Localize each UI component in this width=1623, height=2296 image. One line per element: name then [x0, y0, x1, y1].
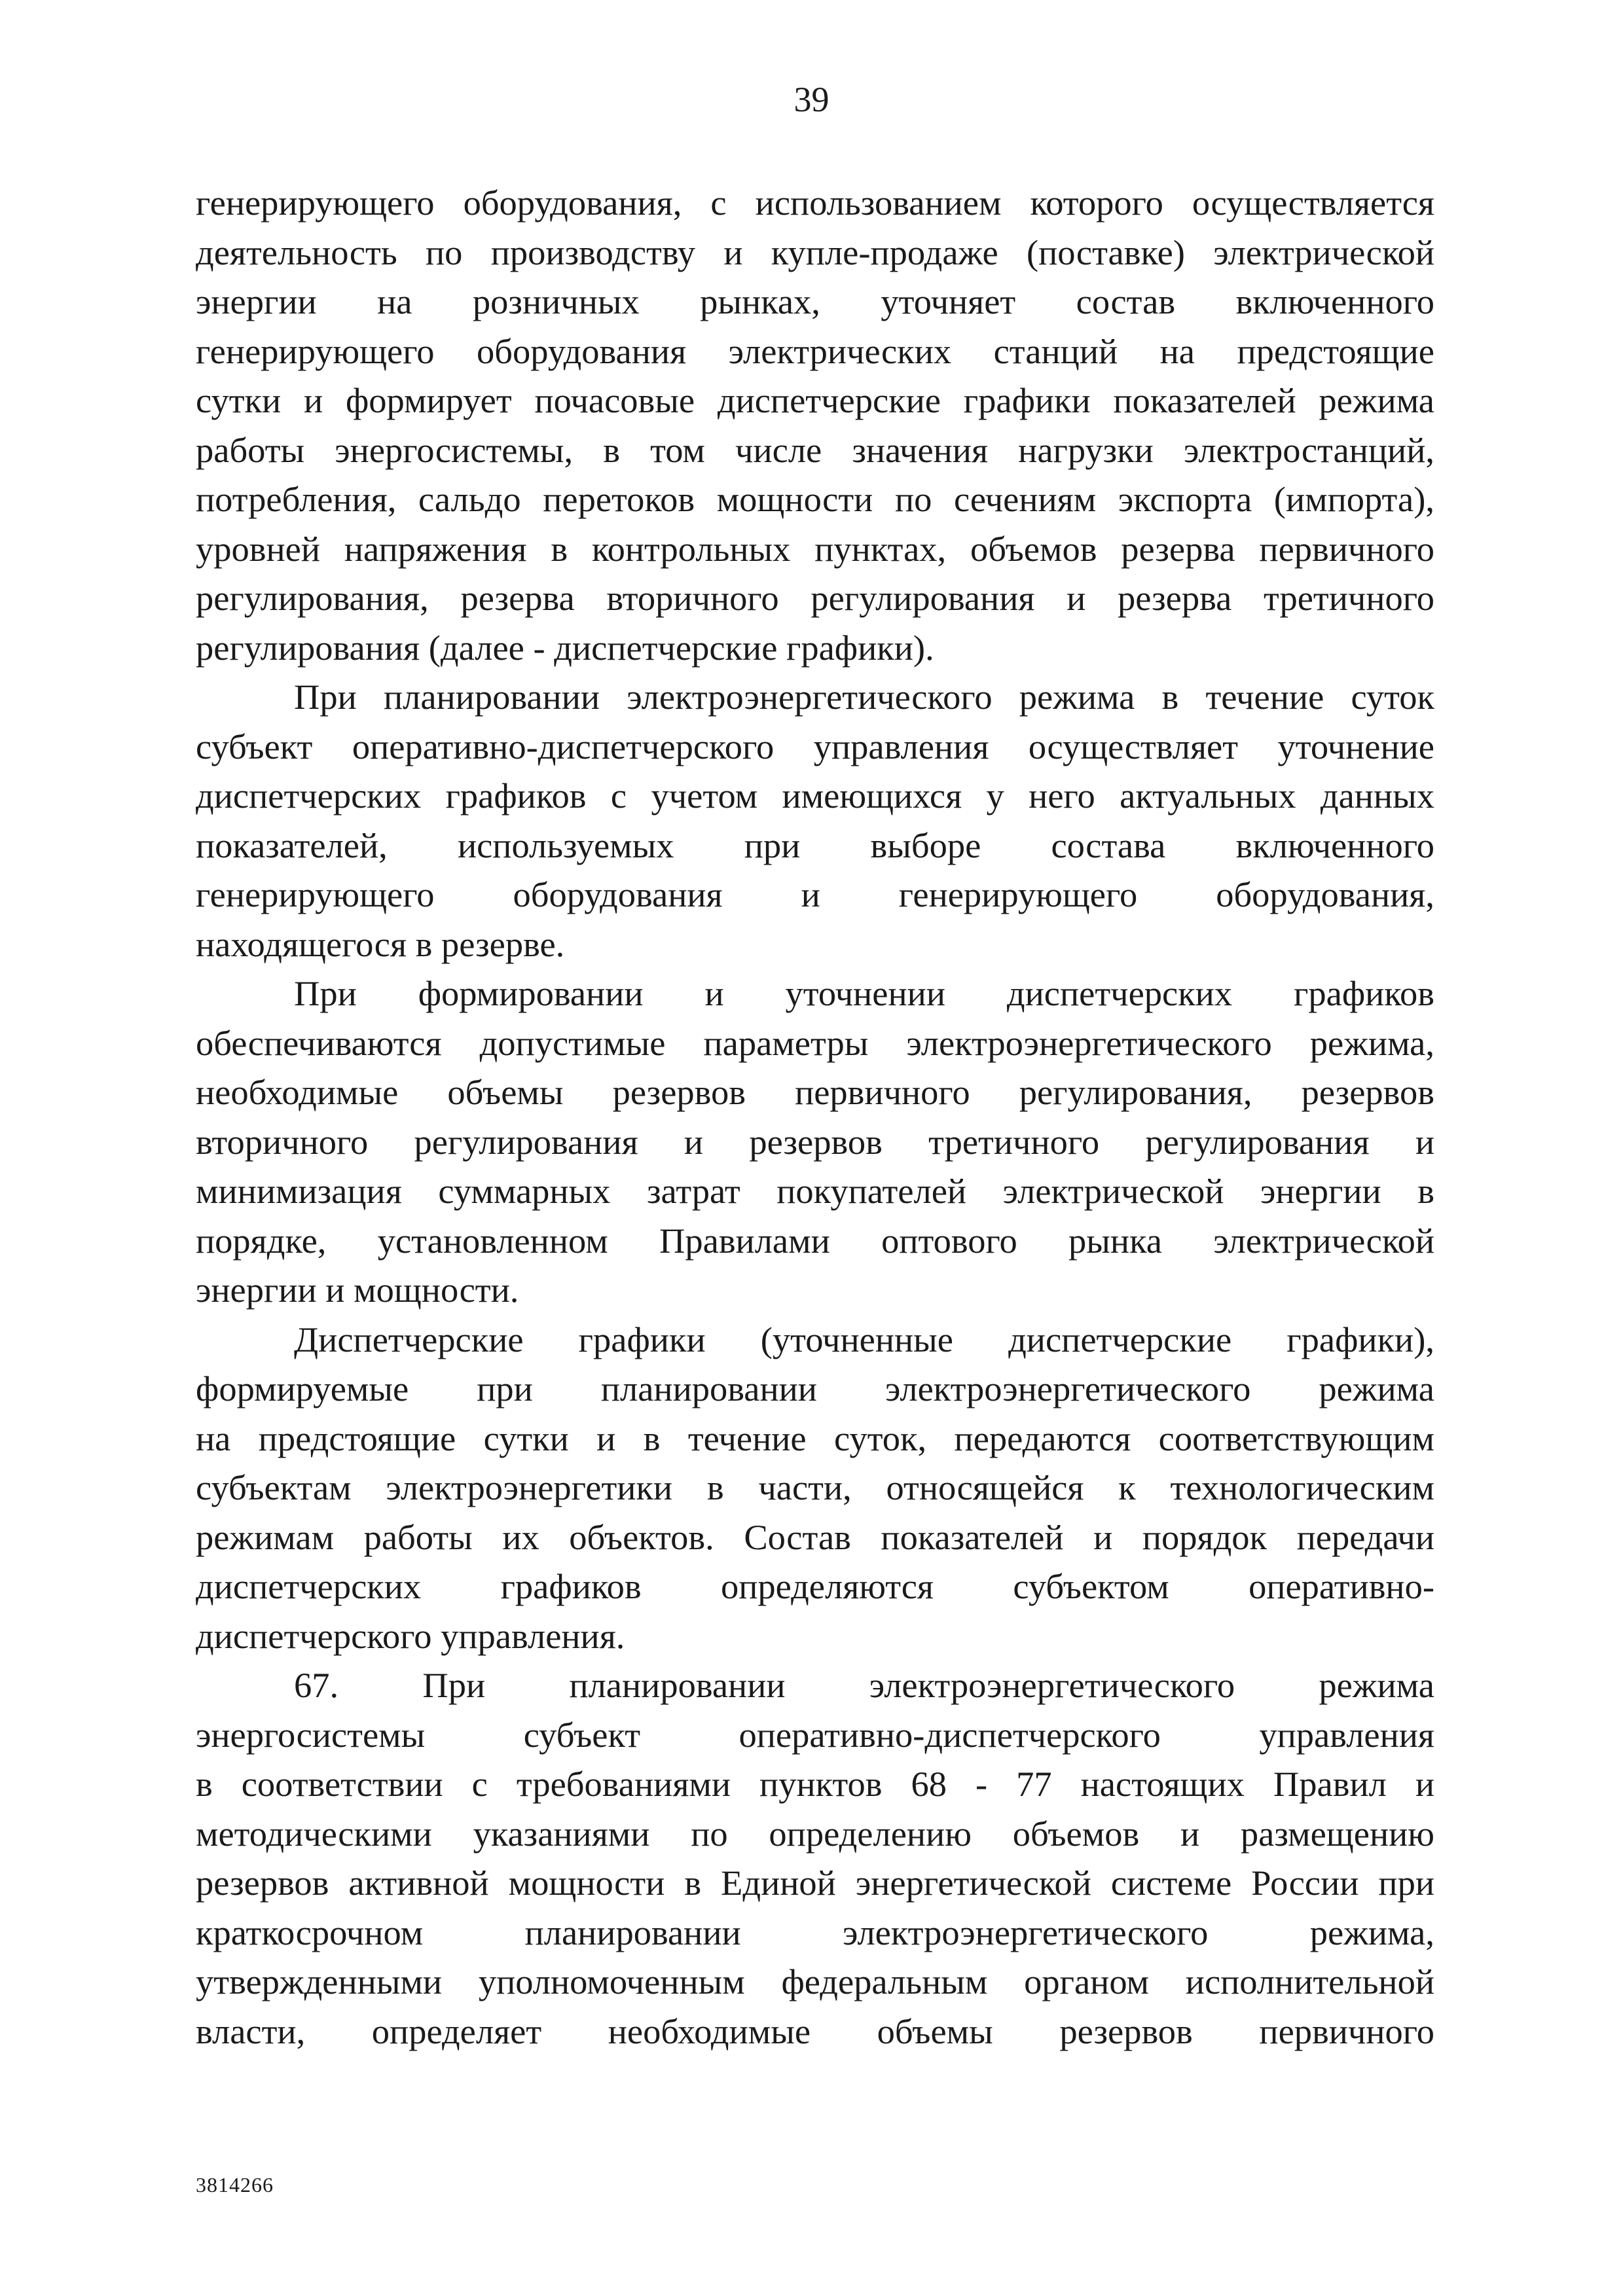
- document-code: 3814266: [196, 2173, 274, 2197]
- text-line: потребления, сальдо перетоков мощности по сечениям экспорта (импорта),: [196, 479, 1434, 519]
- text-line: генерирующего оборудования и генерирующего оборудования,: [196, 874, 1434, 914]
- text-line: власти, определяет необходимые объемы резервов первичного: [196, 2011, 1434, 2051]
- text-line: вторичного регулирования и резервов третичного регулирования и: [196, 1121, 1434, 1162]
- text-line: генерирующего оборудования, с использованием которого осуществляется: [196, 183, 1434, 223]
- text-line: режимам работы их объектов. Состав показателей и порядок передачи: [196, 1516, 1434, 1557]
- text-line: диспетчерских графиков с учетом имеющихся у него актуальных данных: [196, 776, 1434, 816]
- text-line: регулирования (далее - диспетчерские графики).: [196, 627, 934, 668]
- text-line: субъектам электроэнергетики в части, относящейся к технологическим: [196, 1467, 1434, 1507]
- text-line: краткосрочном планировании электроэнергетического режима,: [196, 1912, 1434, 1952]
- text-line: энергии и мощности.: [196, 1270, 519, 1310]
- paragraph-2: [196, 672, 1434, 969]
- text-line: минимизация суммарных затрат покупателей электрической энергии в: [196, 1171, 1434, 1211]
- text-line: методическими указаниями по определению объемов и размещению: [196, 1813, 1434, 1854]
- text-line: уровней напряжения в контрольных пунктах, объемов резерва первичного: [196, 528, 1434, 569]
- text-line: резервов активной мощности в Единой энергетической системе России при: [196, 1863, 1434, 1903]
- text-line: сутки и формирует почасовые диспетчерские графики показателей режима: [196, 380, 1434, 420]
- text-line: диспетчерских графиков определяются субъектом оперативно-: [196, 1566, 1434, 1606]
- text-line: находящегося в резерве.: [196, 924, 565, 964]
- text-line: на предстоящие сутки и в течение суток, передаются соответствующим: [196, 1418, 1434, 1458]
- text-line: Диспетчерские графики (уточненные диспетчерские графики),: [294, 1319, 1434, 1359]
- text-line: показателей, используемых при выборе состава включенного: [196, 825, 1434, 865]
- text-line: в соответствии с требованиями пунктов 68 - 77 настоящих Правил и: [196, 1764, 1434, 1804]
- text-line: субъект оперативно-диспетчерского управления осуществляет уточнение: [196, 726, 1434, 766]
- text-line: обеспечиваются допустимые параметры электроэнергетического режима,: [196, 1022, 1434, 1063]
- paragraph-3: [196, 969, 1434, 1315]
- text-line: порядке, установленном Правилами оптового рынка электрической: [196, 1220, 1434, 1261]
- text-line: 67. При планировании электроэнергетического режима: [294, 1665, 1434, 1705]
- text-line: генерирующего оборудования электрических станций на предстоящие: [196, 331, 1434, 371]
- text-line: утвержденными уполномоченным федеральным органом исполнительной: [196, 1962, 1434, 2001]
- paragraph-4: [196, 1315, 1434, 1661]
- paragraph-5-clause-67: [196, 1660, 1434, 2056]
- paragraph-1: [196, 178, 1434, 672]
- text-line: работы энергосистемы, в том числе значения нагрузки электростанций,: [196, 429, 1434, 470]
- text-line: регулирования, резерва вторичного регулирования и резерва третичного: [196, 578, 1434, 618]
- text-line: формируемые при планировании электроэнергетического режима: [196, 1369, 1434, 1408]
- text-line: энергии на розничных рынках, уточняет состав включенного: [196, 281, 1434, 321]
- page-number: 39: [793, 80, 830, 119]
- text-line: При планировании электроэнергетического режима в течение суток: [294, 677, 1434, 717]
- text-line: деятельность по производству и купле-продаже (поставке) электрической: [196, 232, 1434, 272]
- document-body: [196, 178, 1434, 2056]
- text-line: диспетчерского управления.: [196, 1615, 625, 1656]
- text-line: энергосистемы субъект оперативно-диспетчерского управления: [196, 1714, 1434, 1755]
- text-line: необходимые объемы резервов первичного регулирования, резервов: [196, 1072, 1434, 1112]
- text-line: При формировании и уточнении диспетчерских графиков: [294, 973, 1434, 1013]
